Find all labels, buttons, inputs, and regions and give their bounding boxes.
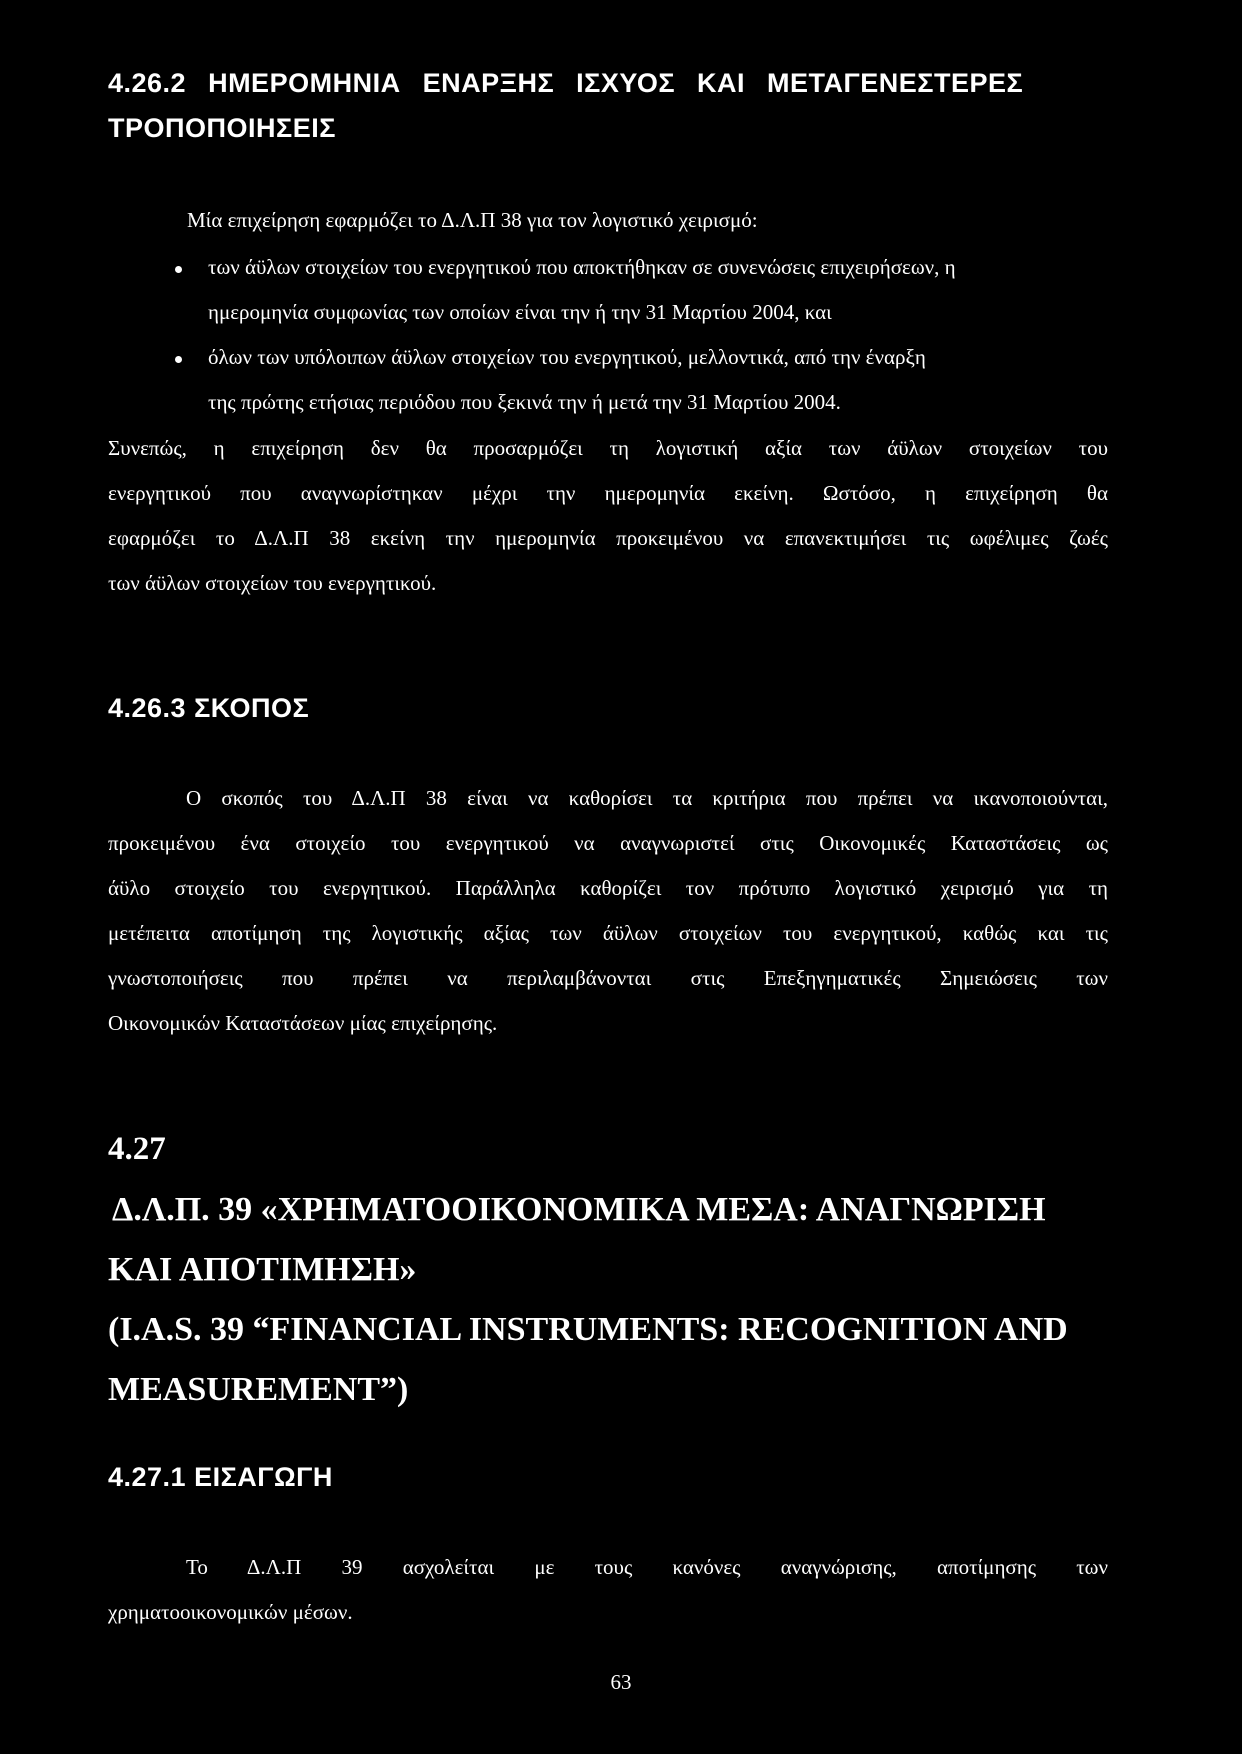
paragraph-line: Συνεπώς, η επιχείρηση δεν θα προσαρμόζει τη λογιστική αξία των άϋλων στοιχείων του [108, 436, 1108, 460]
section-4-27-title-line3: (I.A.S. 39 “FINANCIAL INSTRUMENTS: RECOGNITION AND [108, 1311, 1068, 1348]
bullet-2-line1: όλων των υπόλοιπων άϋλων στοιχείων του ενεργητικού, μελλοντικά, από την έναρξη [208, 345, 926, 369]
paragraph-line: ενεργητικού που αναγνωρίστηκαν μέχρι την ημερομηνία εκείνη. Ωστόσο, η επιχείρηση θα [108, 481, 1108, 505]
section-4-27-number: 4.27 [108, 1131, 166, 1167]
paragraph-line: εφαρμόζει το Δ.Λ.Π 38 εκείνη την ημερομηνία προκειμένου να επανεκτιμήσει τις ωφέλιμες ζωές [108, 526, 1108, 550]
page-number: 63 [610, 1670, 632, 1694]
paragraph-line: γνωστοποιήσεις που πρέπει να περιλαμβάνονται στις Επεξηγηματικές Σημειώσεις των [108, 966, 1108, 990]
bullet-2-line2: της πρώτης ετήσιας περιόδου που ξεκινά την ή μετά την 31 Μαρτίου 2004. [208, 390, 841, 414]
paragraph-line: προκειμένου ένα στοιχείο του ενεργητικού να αναγνωριστεί στις Οικονομικές Καταστάσεις ως [108, 831, 1108, 855]
paragraph-line: Οικονομικών Καταστάσεων μίας επιχείρησης. [108, 1011, 498, 1035]
section-4-27-1-title: 4.27.1 ΕΙΣΑΓΩΓΗ [108, 1462, 333, 1492]
paragraph-line: Το Δ.Λ.Π 39 ασχολείται με τους κανόνες αναγνώρισης, αποτίμησης των [186, 1555, 1108, 1579]
paragraph-line: μετέπειτα αποτίμηση της λογιστικής αξίας των άϋλων στοιχείων του ενεργητικού, καθώς και τις [108, 921, 1108, 945]
section-4-26-2-title-line1: 4.26.2 ΗΜΕΡΟΜΗΝΙΑ ΕΝΑΡΞΗΣ ΙΣΧΥΟΣ ΚΑΙ ΜΕΤΑΓΕΝΕΣΤΕΡΕΣ [108, 68, 1024, 98]
section-4-27-title-line4: MEASUREMENT”) [108, 1371, 409, 1408]
section-4-27-title-line2: ΚΑΙ ΑΠΟΤΙΜΗΣΗ» [108, 1251, 417, 1288]
bullet-dot-icon [175, 356, 182, 363]
section-4-27-1-paragraph [108, 1545, 1108, 1635]
section-4-26-2-intro: Μία επιχείρηση εφαρμόζει το Δ.Λ.Π 38 για τον λογιστικό χειρισμό: [187, 208, 758, 232]
bullet-1-line2: ημερομηνία συμφωνίας των οποίων είναι την ή την 31 Μαρτίου 2004, και [208, 300, 832, 324]
section-4-26-2-paragraph [108, 426, 1108, 606]
section-4-27-title-line1: Δ.Λ.Π. 39 «ΧΡΗΜΑΤΟΟΙΚΟΝΟΜΙΚΑ ΜΕΣΑ: ΑΝΑΓΝΩΡΙΣΗ [112, 1191, 1046, 1228]
section-4-26-3-title: 4.26.3 ΣΚΟΠΟΣ [108, 693, 310, 723]
paragraph-line: Ο σκοπός του Δ.Λ.Π 38 είναι να καθορίσει τα κριτήρια που πρέπει να ικανοποιούνται, [186, 786, 1108, 810]
paragraph-line: χρηματοοικονομικών μέσων. [108, 1600, 353, 1624]
bullet-1-line1: των άϋλων στοιχείων του ενεργητικού που αποκτήθηκαν σε συνενώσεις επιχειρήσεων, η [208, 255, 956, 279]
section-4-26-2-title-line2: ΤΡΟΠΟΠΟΙΗΣΕΙΣ [108, 113, 336, 143]
section-4-26-3-paragraph [108, 776, 1108, 1046]
paragraph-line: των άϋλων στοιχείων του ενεργητικού. [108, 571, 437, 595]
paragraph-line: άϋλο στοιχείο του ενεργητικού. Παράλληλα καθορίζει τον πρότυπο λογιστικό χειρισμό για τη [108, 876, 1108, 900]
bullet-dot-icon [175, 266, 182, 273]
